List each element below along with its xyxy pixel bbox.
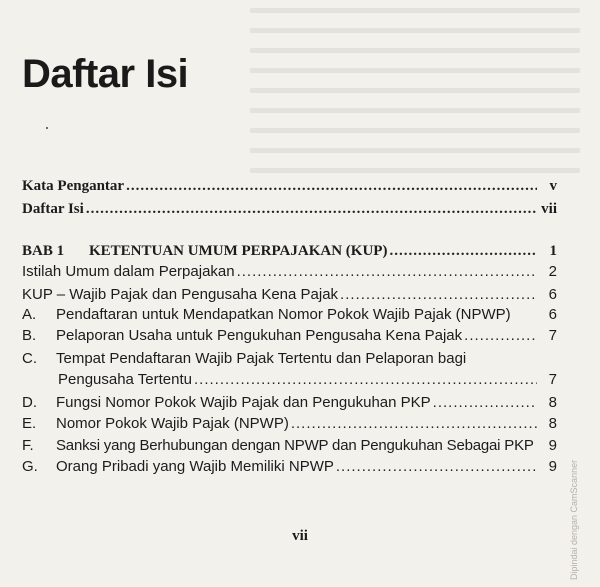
toc-entry-page: 8 <box>548 415 557 432</box>
dot-leader <box>464 326 537 346</box>
toc-item-g <box>22 457 557 477</box>
toc-entry-label: Tempat Pendaftaran Wajib Pajak Tertentu dan Pelaporan bagi <box>56 350 467 367</box>
toc-entry-page: 7 <box>548 371 557 388</box>
toc-entry-label: Pelaporan Usaha untuk Pengukuhan Pengusaha Kena Pajak <box>56 327 463 344</box>
toc-entry-page: 9 <box>548 458 557 475</box>
show-through-line <box>250 28 580 33</box>
dot-leader <box>194 370 537 390</box>
dot-leader <box>126 176 537 196</box>
toc-entry-page: 6 <box>548 286 557 303</box>
show-through-line <box>250 128 580 133</box>
toc-entry-label: Nomor Pokok Wajib Pajak (NPWP) <box>56 415 289 432</box>
toc-entry-label: Daftar Isi <box>22 201 84 217</box>
item-letter: B. <box>22 327 37 344</box>
toc-entry-page: vii <box>541 201 557 217</box>
item-letter: E. <box>22 415 37 432</box>
toc-entry-page: 1 <box>549 243 557 259</box>
toc-entry-label: Istilah Umum dalam Perpajakan <box>22 263 235 280</box>
toc-entry-label: Pengusaha Tertentu <box>58 371 192 388</box>
page-title: Daftar Isi <box>22 52 189 96</box>
show-through-line <box>250 88 580 93</box>
toc-item-c <box>22 349 557 369</box>
item-letter: F. <box>22 437 34 454</box>
toc-entry-label: Pendaftaran untuk Mendapatkan Nomor Pokok Wajib Pajak (NPWP) <box>56 306 511 323</box>
page-number-footer: vii <box>292 528 308 544</box>
item-letter: G. <box>22 458 38 475</box>
dot-leader <box>389 241 537 261</box>
show-through-line <box>250 48 580 53</box>
toc-item-b <box>22 326 557 346</box>
toc-entry-label: Kata Pengantar <box>22 178 125 194</box>
toc-item-f <box>22 436 557 456</box>
dot-leader <box>237 262 537 282</box>
dot-leader <box>86 199 537 219</box>
chapter-title: KETENTUAN UMUM PERPAJAKAN (KUP) <box>89 243 388 259</box>
toc-entry-page: v <box>549 178 557 194</box>
scanner-watermark: Dipindai dengan CamScanner <box>569 459 579 580</box>
dot-leader <box>340 285 537 305</box>
toc-entry-daftar-isi <box>22 199 557 219</box>
toc-entry-kata-pengantar <box>22 176 557 196</box>
toc-item-e <box>22 414 557 434</box>
dot-leader <box>336 457 537 477</box>
toc-entry <box>22 262 557 282</box>
dot-leader <box>433 393 537 413</box>
toc-entry-label: Fungsi Nomor Pokok Wajib Pajak dan Pengukuhan PKP <box>56 394 431 411</box>
toc-entry-page: 6 <box>548 306 557 323</box>
dot-leader <box>291 414 537 434</box>
show-through-line <box>250 68 580 73</box>
scan-speck <box>46 127 48 129</box>
toc-entry-label: Sanksi yang Berhubungan dengan NPWP dan Pengukuhan Sebagai PKP <box>56 437 534 454</box>
show-through-line <box>250 168 580 173</box>
toc-entry-page: 8 <box>548 394 557 411</box>
item-letter: A. <box>22 306 37 323</box>
chapter-number: BAB 1 <box>22 243 65 259</box>
toc-entry-label: Orang Pribadi yang Wajib Memiliki NPWP <box>56 458 334 475</box>
toc-chapter-heading <box>22 241 557 261</box>
toc-item-c-continued <box>58 370 557 390</box>
toc-item-a <box>22 305 557 325</box>
show-through-line <box>250 148 580 153</box>
toc-entry <box>22 285 557 305</box>
show-through-line <box>250 108 580 113</box>
item-letter: C. <box>22 350 37 367</box>
toc-item-d <box>22 393 557 413</box>
toc-entry-page: 7 <box>548 327 557 344</box>
toc-entry-page: 9 <box>548 437 557 454</box>
item-letter: D. <box>22 394 37 411</box>
toc-entry-page: 2 <box>548 263 557 280</box>
toc-entry-label: KUP – Wajib Pajak dan Pengusaha Kena Pajak <box>22 286 339 303</box>
show-through-line <box>250 8 580 13</box>
